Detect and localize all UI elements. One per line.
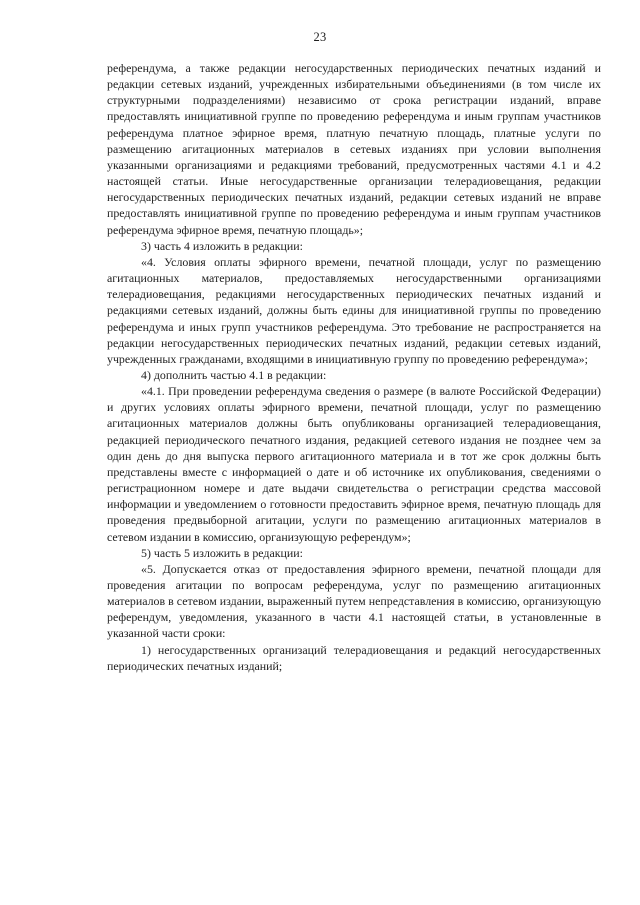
- paragraph: 4) дополнить частью 4.1 в редакции:: [141, 367, 327, 382]
- paragraph: референдума, а также редакции негосударственных периодических печатных изданий и редакции сетевых изданий, учрежденных избирательными объединениями (в том числе их структурными подразделениями) независимо от срока регистрации изданий, вправе предоставлять инициативной группе по проведению референдума и иным группам участников референдума платное эфирное время, платную печатную площадь, платные услуги по размещению агитационных материалов в сетевых изданиях при условии выполнения указанными организациями и редакциями требований, предусмотренных частями 4.1 и 4.2 настоящей статьи. Иные негосударственные организации телерадиовещания, редакции негосударственных периодических печатных изданий, редакции сетевых изданий не вправе предоставлять инициативной группе по проведению референдума и иным группам участников референдума эфирное время, печатную площадь»;: [107, 61, 601, 237]
- paragraph: 1) негосударственных организаций телерадиовещания и редакций негосударственных периодических печатных изданий;: [107, 642, 601, 673]
- paragraph: «4. Условия оплаты эфирного времени, печатной площади, услуг по размещению агитационных материалов, предоставляемых негосударственными организациями телерадиовещания, редакциями негосударственных периодических печатных изданий и редакциями сетевых изданий, должны быть едины для инициативной группы по проведению референдума и иных групп участников референдума. Это требование не распространяется на редакции негосударственных периодических печатных изданий, редакции сетевых изданий, учрежденных гражданами, входящими в инициативную группу по проведению референдума»;: [107, 254, 601, 366]
- page-number: 23: [313, 30, 327, 44]
- paragraph: «4.1. При проведении референдума сведения о размере (в валюте Российской Федерации) и других условиях оплаты эфирного времени, печатной площади, услуг по размещению агитационных материалов должны быть опубликованы организацией телерадиовещания, редакцией периодического печатного издания, редакцией сетевого издания не позднее чем за один день до дня выпуска первого агитационного материала и в тот же срок должны быть представлены вместе с информацией о дате и об источнике их опубликования, сведениями о регистрационном номере и дате выдачи свидетельства о регистрации средства массовой информации и уведомлением о готовности предоставить эфирное время, печатную площадь для проведения предвыборной агитации, услуги по размещению агитационных материалов в сетевом издании в комиссию, организующую референдум»;: [107, 384, 601, 544]
- body-text: [107, 60, 601, 674]
- paragraph: 5) часть 5 изложить в редакции:: [141, 545, 303, 560]
- paragraph: 3) часть 4 изложить в редакции:: [141, 238, 303, 253]
- paragraph: «5. Допускается отказ от предоставления эфирного времени, печатной площади для проведения агитации по вопросам референдума, услуг по размещению агитационных материалов в сетевом издании, выраженный путем непредставления в комиссию, организующую референдум, уведомления, указанного в части 4.1 настоящей статьи, в установленные в указанной части сроки:: [107, 561, 601, 641]
